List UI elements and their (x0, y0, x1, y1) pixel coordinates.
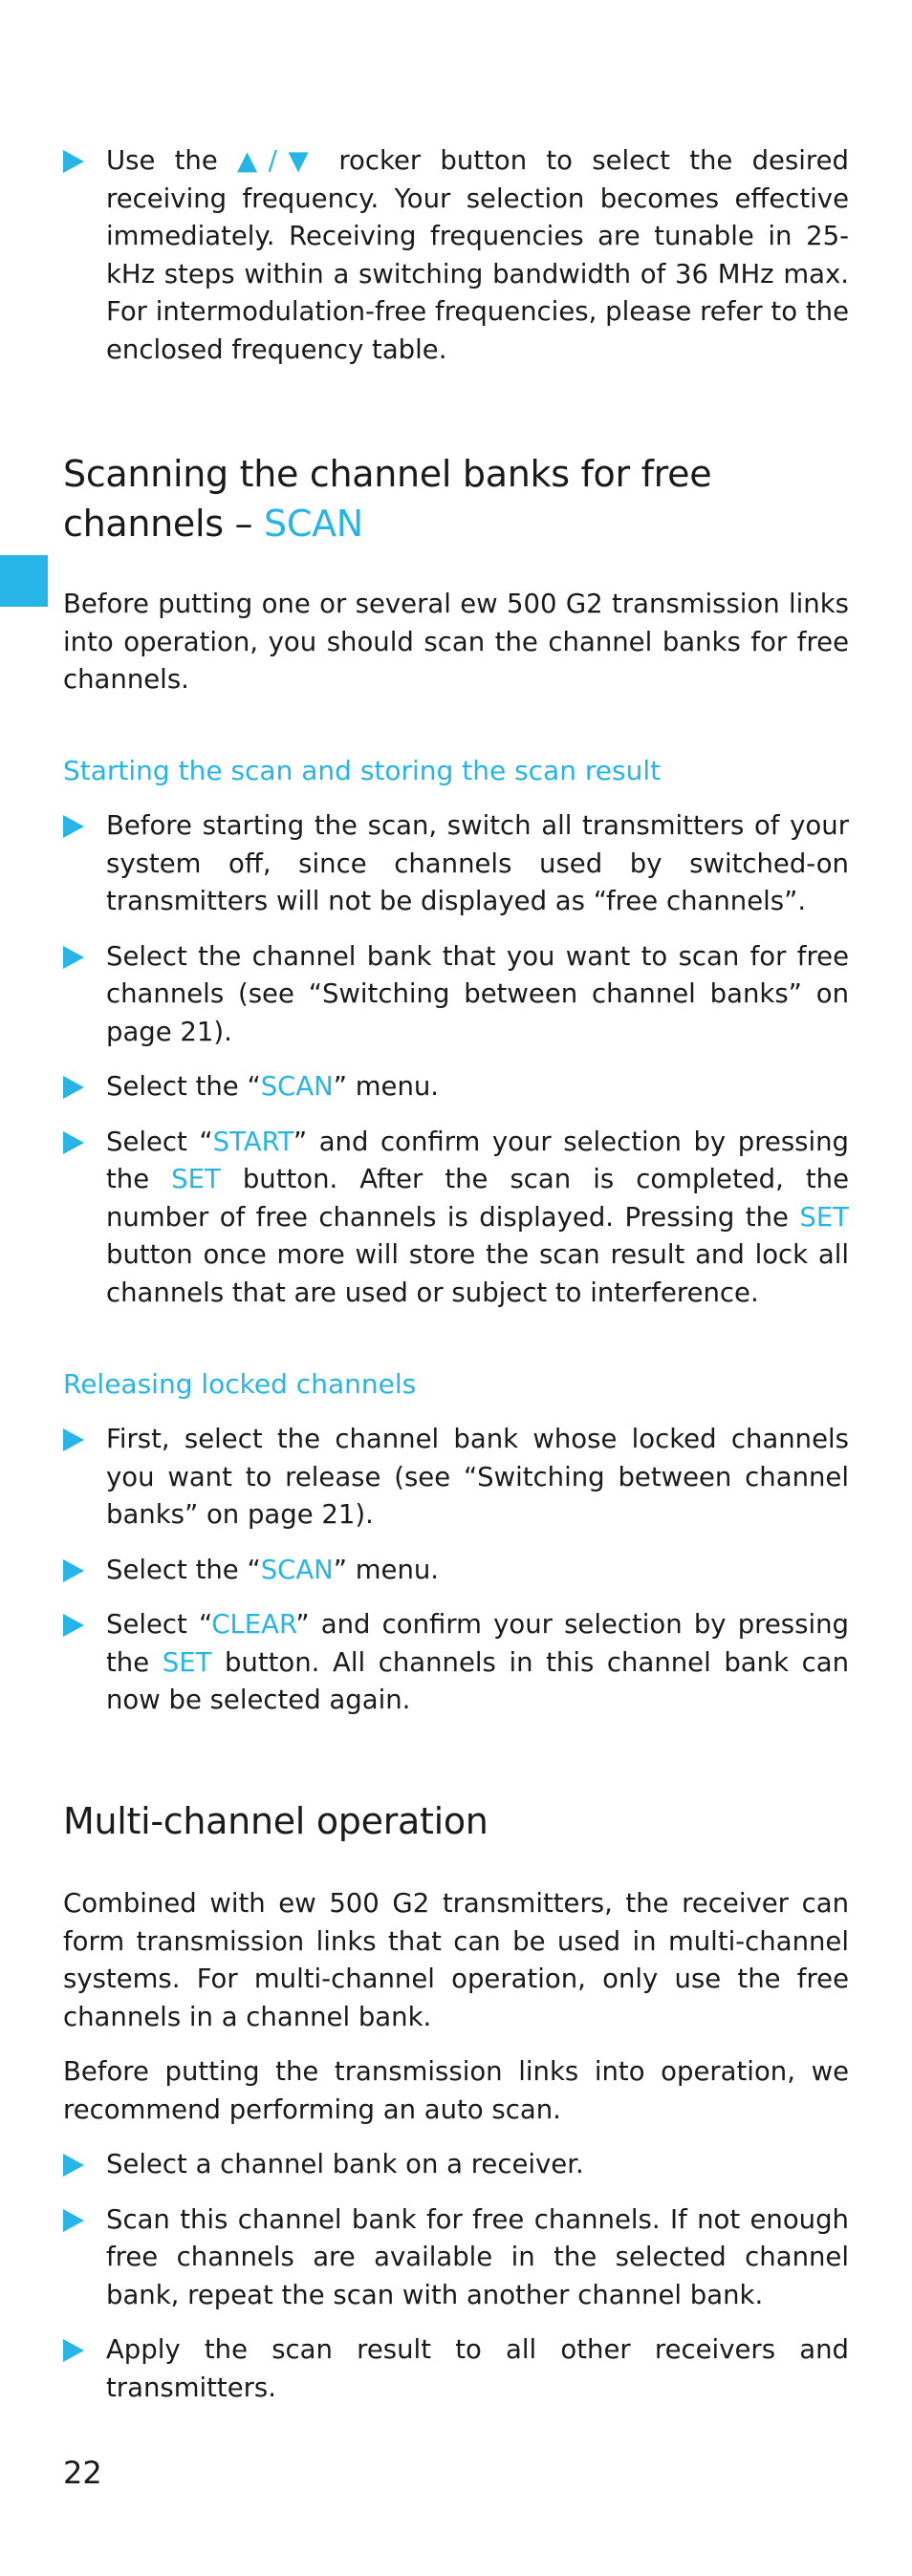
bullet-item-select-clear: Select “CLEAR” and confirm your selection by pressing the SET button. All channels in this channel bank can now be selected again. (63, 1606, 849, 1720)
scan-section-title: Scanning the channel banks for free channels – SCAN (63, 453, 712, 545)
chapter-tab-marker (0, 555, 48, 607)
up-down-arrows-icon: ▲/▼ (237, 145, 320, 176)
multi-paragraph-2: Before putting the transmission links into operation, we recommend performing an auto scan. (63, 2056, 849, 2125)
bullet-item-apply-result: Apply the scan result to all other receivers and transmitters. (63, 2331, 849, 2407)
bullet-item-select-scan-menu: Select the “SCAN” menu. (63, 1068, 849, 1106)
multi-section-heading-block (63, 1796, 849, 1846)
scan-intro-block (63, 586, 849, 699)
release-heading: Releasing locked channels (63, 1368, 417, 1400)
scan-intro-paragraph: Before putting one or several ew 500 G2 transmission links into operation, you should scan the channel banks for free channels. (63, 589, 849, 695)
bullet-arrow-icon (63, 1131, 84, 1154)
bullet-arrow-icon (63, 1614, 84, 1637)
bullet-item-scan-free: Scan this channel bank for free channels. If not enough free channels are available in the selected channel bank, repeat the scan with another channel bank. (63, 2201, 849, 2315)
bullet-arrow-icon (63, 1076, 84, 1099)
start-scan-bullets (63, 807, 849, 1312)
start-scan-heading: Starting the scan and storing the scan result (63, 755, 662, 786)
bullet-item-select-start: Select “START” and confirm your selection by pressing the SET button. After the scan is completed, the number of free channels is displayed. Pressing the SET button once more will store the scan result and lock all channels that are used or subject to interference. (63, 1124, 849, 1313)
page-number: 22 (63, 2455, 102, 2491)
multi-section-title: Multi-channel operation (63, 1800, 489, 1842)
intro-block (63, 142, 849, 369)
bullet-arrow-icon (63, 2209, 84, 2232)
bullet-arrow-icon (63, 2339, 84, 2362)
bullet-arrow-icon (63, 815, 84, 838)
bullet-item-select-bank-receiver: Select a channel bank on a receiver. (63, 2146, 849, 2184)
scan-section-heading-block (63, 449, 849, 548)
bullet-arrow-icon (63, 946, 84, 969)
start-scan-heading-block (63, 752, 849, 790)
bullet-arrow-icon (63, 1559, 84, 1582)
bullet-arrow-icon (63, 1428, 84, 1451)
bullet-arrow-icon (63, 150, 84, 173)
release-bullets (63, 1421, 849, 1720)
bullet-item-select-scan-menu-2: Select the “SCAN” menu. (63, 1552, 849, 1590)
multi-section-body (63, 1885, 849, 2407)
release-heading-block (63, 1365, 849, 1404)
bullet-item-switch-off: Before starting the scan, switch all transmitters of your system off, since channels used by switched-on transmitters will not be displayed as “free channels”. (63, 807, 849, 921)
multi-paragraph-1: Combined with ew 500 G2 transmitters, the receiver can form transmission links that can be used in multi-channel systems. For multi-channel operation, only use the free channels in a channel bank. (63, 1888, 849, 2032)
bullet-arrow-icon (63, 2154, 84, 2177)
bullet-item-frequency: Use the ▲/▼ rocker button to select the desired receiving frequency. Your selection becomes effective immediately. Receiving frequencies are tunable in 25-kHz steps within a switching bandwidth of 36 MHz max. For intermodulation-free frequencies, please refer to the enclosed frequency table. (63, 142, 849, 369)
bullet-item-select-locked-bank: First, select the channel bank whose locked channels you want to release (see “Switching between channel banks” on page 21). (63, 1421, 849, 1535)
bullet-item-select-bank: Select the channel bank that you want to scan for free channels (see “Switching between channel banks” on page 21). (63, 938, 849, 1052)
